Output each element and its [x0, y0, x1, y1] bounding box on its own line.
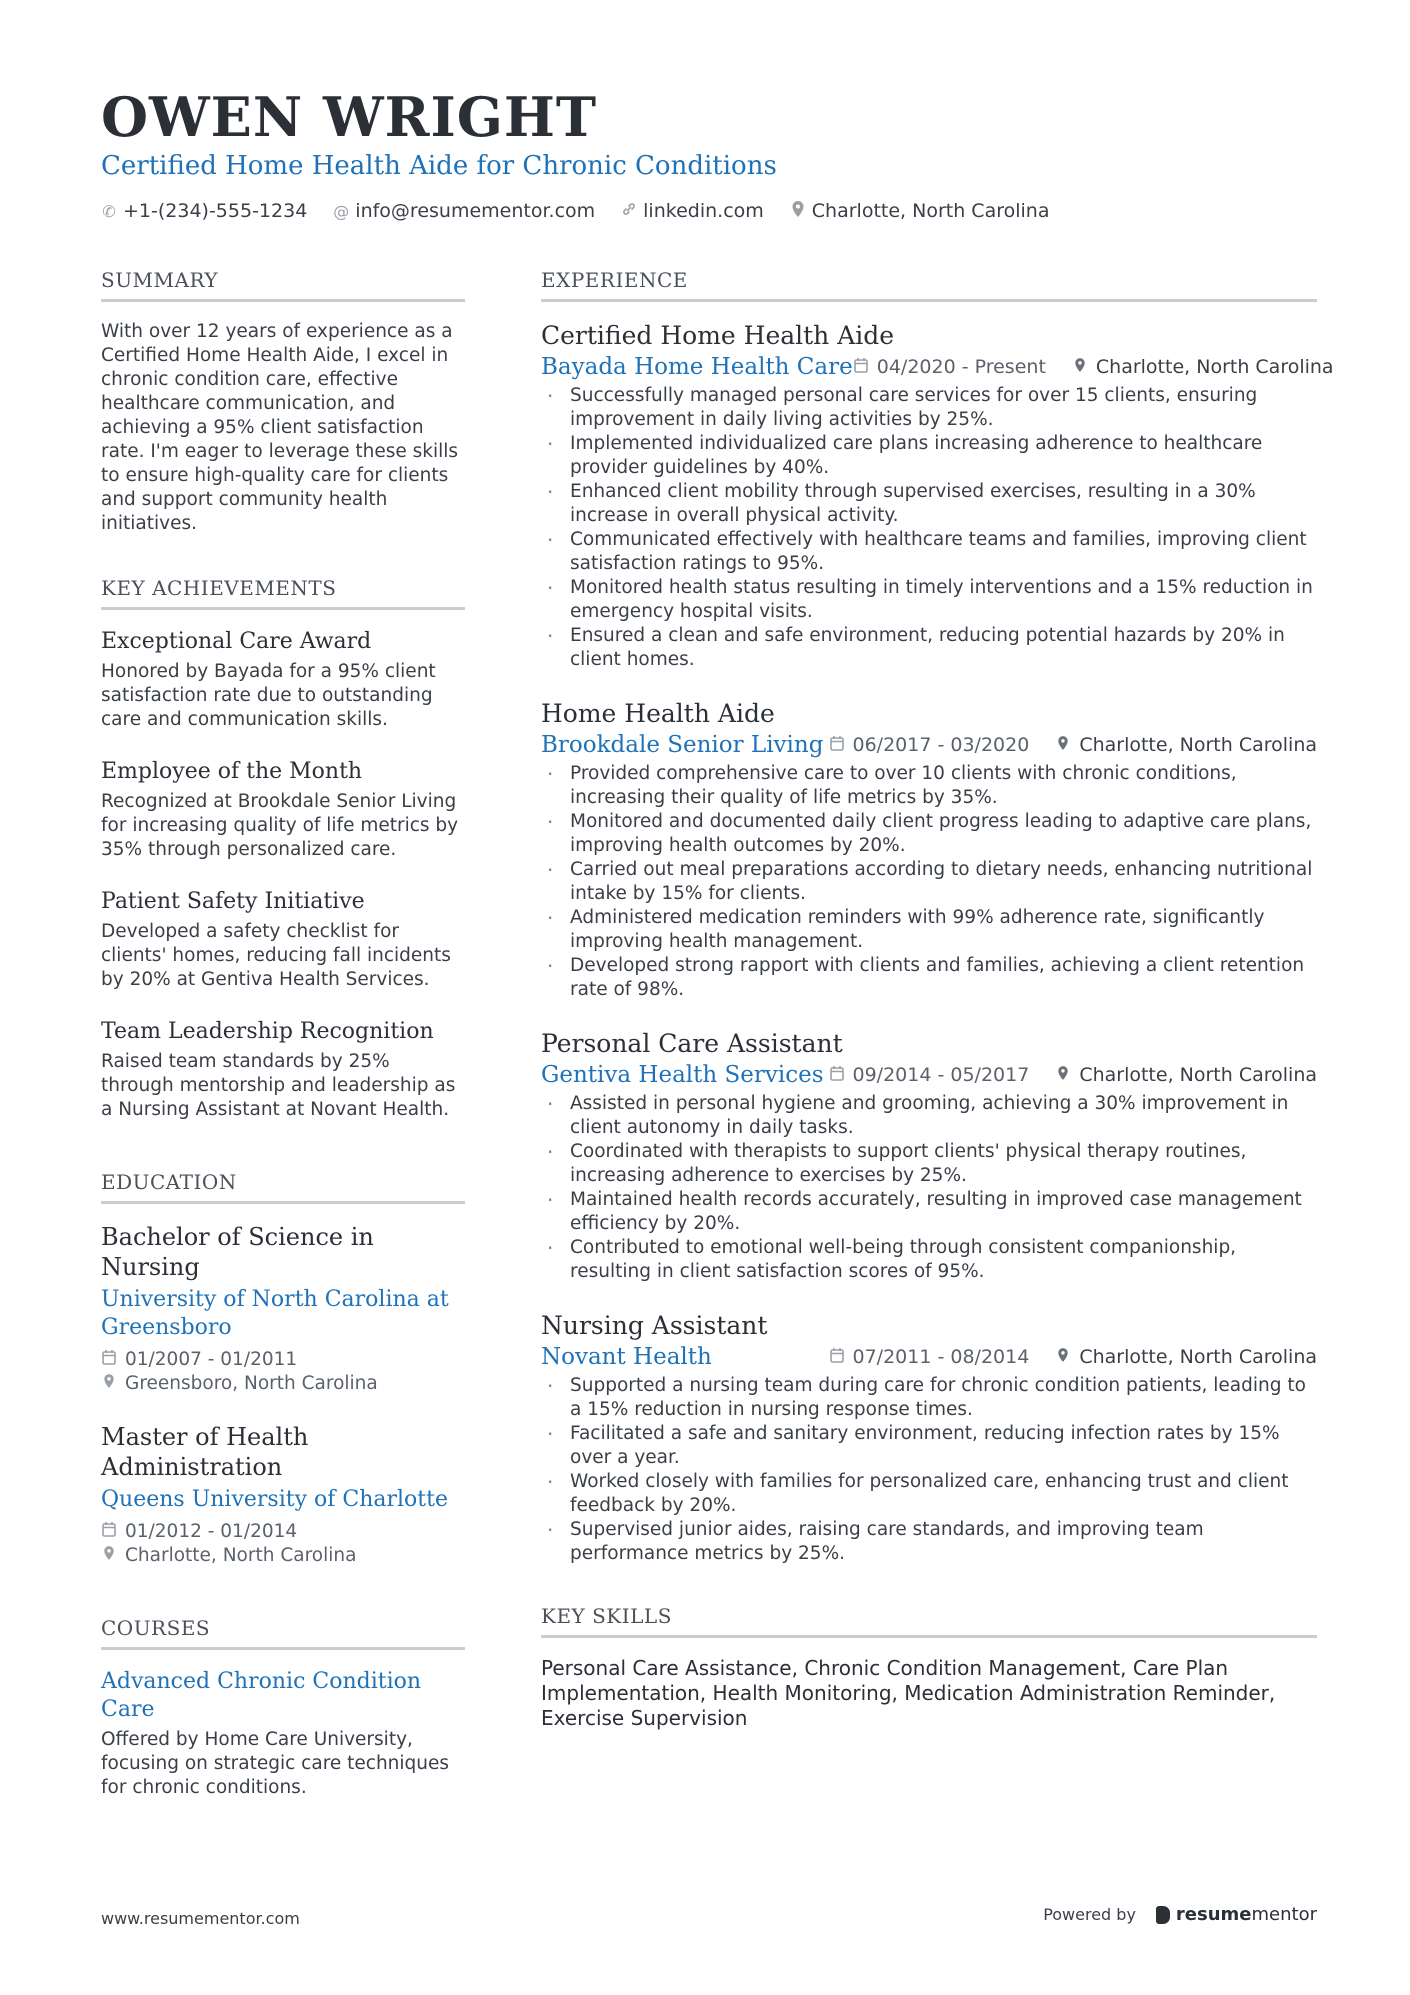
bullet-item: · Worked closely with families for personalized care, enhancing trust and client feedback by 20%.: [541, 1470, 1317, 1518]
calendar-icon: [853, 357, 869, 377]
logo-mark-icon: [1156, 1906, 1170, 1924]
job-title: Certified Home Health Aide: [541, 321, 895, 350]
bullet-item: · Communicated effectively with healthcare teams and families, improving client satisfaction ratings to 95%.: [541, 528, 1317, 576]
job-title: Nursing Assistant: [541, 1311, 768, 1340]
experience-heading: EXPERIENCE: [541, 268, 1317, 302]
bullet-item: · Assisted in personal hygiene and grooming, achieving a 30% improvement in client autonomy in daily tasks.: [541, 1092, 1317, 1140]
job-dates: [829, 1346, 1030, 1368]
achievement-desc: Raised team standards by 25% through mentorship and leadership as a Nursing Assistant at Novant Health.: [101, 1051, 456, 1120]
job-entry: [541, 698, 1317, 1002]
at-icon: @: [333, 201, 350, 221]
contact-location: [790, 200, 1050, 222]
achievement-title: Team Leadership Recognition: [101, 1019, 434, 1044]
job-dates: [829, 1064, 1030, 1086]
job-bullets: [541, 1092, 1317, 1284]
bullet-item: · Maintained health records accurately, resulting in improved case management efficiency by 20%.: [541, 1188, 1317, 1236]
skills-text: Personal Care Assistance, Chronic Condition Management, Care Plan Implementation, Health Monitoring, Medication Administration Reminder, Exercise Supervision: [541, 1656, 1276, 1730]
dates-text: 06/2017 - 03/2020: [852, 734, 1030, 756]
achievement-title: Patient Safety Initiative: [101, 889, 365, 914]
job-list: [541, 320, 1334, 1566]
right-column: [541, 268, 1334, 1731]
map-pin-icon: [1055, 1347, 1071, 1367]
job-bullets: [541, 384, 1317, 672]
phone-text: +1-(234)-555-1234: [123, 200, 308, 222]
courses-heading: COURSES: [101, 1616, 465, 1650]
summary-text: With over 12 years of experience as a Certified Home Health Aide, I excel in chronic condition care, effective healthcare communication, and achieving a 95% client satisfaction rate. I'm eager to leverage these skills to ensure high-quality care for clients and support community health initiatives.: [101, 321, 459, 534]
map-pin-icon: [790, 200, 806, 222]
bullet-item: · Ensured a clean and safe environment, reducing potential hazards by 20% in client homes.: [541, 624, 1317, 672]
bullet-item: · Supervised junior aides, raising care standards, and improving team performance metrics by 25%.: [541, 1518, 1317, 1566]
calendar-icon: [829, 735, 845, 755]
school: Queens University of Charlotte: [101, 1487, 448, 1512]
bullet-item: · Contributed to emotional well-being through consistent companionship, resulting in client satisfaction scores of 95%.: [541, 1236, 1317, 1284]
footer-branding: [1043, 1904, 1317, 1925]
achievement-desc: Honored by Bayada for a 95% client satisfaction rate due to outstanding care and communication skills.: [101, 661, 436, 730]
contact-bar: [101, 200, 1321, 222]
bullet-item: · Monitored health status resulting in timely interventions and a 15% reduction in emergency hospital visits.: [541, 576, 1317, 624]
email-text: info@resumementor.com: [355, 200, 596, 222]
school: University of North Carolina at Greensboro: [101, 1287, 449, 1340]
contact-email[interactable]: [333, 200, 595, 222]
calendar-icon: [101, 1520, 117, 1544]
contact-linkedin[interactable]: [621, 200, 764, 222]
course-title: Advanced Chronic Condition Care: [101, 1669, 422, 1722]
job-meta: [541, 1344, 1317, 1370]
summary-section: [101, 268, 465, 536]
location-text: Charlotte, North Carolina: [1079, 734, 1317, 756]
bullet-item: · Administered medication reminders with 99% adherence rate, significantly improving health management.: [541, 906, 1317, 954]
resumementor-logo[interactable]: [1156, 1904, 1317, 1925]
degree: Master of Health Administration: [101, 1423, 309, 1481]
education-item: [101, 1422, 465, 1568]
courses-section: [101, 1616, 465, 1800]
dates-text: 01/2012 - 01/2014: [125, 1521, 298, 1542]
education-location: [101, 1372, 465, 1396]
education-section: [101, 1170, 465, 1568]
education-dates: [101, 1520, 465, 1544]
bullet-item: · Implemented individualized care plans increasing adherence to healthcare provider guidelines by 40%.: [541, 432, 1317, 480]
skills-section: [541, 1604, 1317, 1731]
company-name: Gentiva Health Services: [541, 1062, 824, 1088]
experience-section: [541, 268, 1334, 1566]
job-entry: [541, 1310, 1317, 1566]
achievement-title: Exceptional Care Award: [101, 629, 372, 654]
company-name: Brookdale Senior Living: [541, 732, 824, 758]
footer-website[interactable]: www.resumementor.com: [101, 1909, 300, 1928]
map-pin-icon: [101, 1372, 117, 1396]
job-bullets: [541, 1374, 1317, 1566]
location-text: Charlotte, North Carolina: [1079, 1346, 1317, 1368]
dates-text: 04/2020 - Present: [876, 356, 1046, 378]
job-dates: [853, 356, 1046, 378]
achievement-item: [101, 888, 465, 992]
job-title: Personal Care Assistant: [541, 1029, 843, 1058]
achievements-section: [101, 576, 465, 1122]
achievement-item: [101, 1018, 465, 1122]
achievements-heading: KEY ACHIEVEMENTS: [101, 576, 465, 610]
calendar-icon: [829, 1347, 845, 1367]
education-heading: EDUCATION: [101, 1170, 465, 1204]
achievement-title: Employee of the Month: [101, 759, 363, 784]
degree: Bachelor of Science in Nursing: [101, 1223, 374, 1281]
achievement-item: [101, 628, 465, 732]
phone-icon: ✆: [102, 201, 116, 221]
link-icon: [621, 201, 637, 221]
location-text: Greensboro, North Carolina: [125, 1373, 378, 1394]
company-name: Bayada Home Health Care: [541, 354, 853, 380]
course-item: [101, 1668, 465, 1800]
job-entry: [541, 320, 1334, 672]
job-meta: [541, 1062, 1317, 1088]
achievement-desc: Developed a safety checklist for clients' homes, reducing fall incidents by 20% at Gentiva Health Services.: [101, 921, 451, 990]
job-location: [1055, 1346, 1317, 1368]
job-meta: [541, 732, 1317, 758]
contact-phone[interactable]: [101, 200, 307, 222]
resume-header: [101, 85, 1321, 222]
candidate-name: OWEN WRIGHT: [101, 85, 598, 149]
logo-bold-text: resume: [1175, 1904, 1252, 1925]
dates-text: 01/2007 - 01/2011: [125, 1349, 298, 1370]
job-location: [1055, 734, 1317, 756]
job-entry: [541, 1028, 1317, 1284]
job-dates: [829, 734, 1030, 756]
location-text: Charlotte, North Carolina: [811, 200, 1050, 222]
linkedin-text: linkedin.com: [643, 200, 764, 222]
logo-light-text: mentor: [1251, 1904, 1317, 1925]
headline: Certified Home Health Aide for Chronic Conditions: [101, 151, 777, 181]
dates-text: 07/2011 - 08/2014: [852, 1346, 1030, 1368]
calendar-icon: [101, 1348, 117, 1372]
bullet-item: · Carried out meal preparations according to dietary needs, enhancing nutritional intake by 15% for clients.: [541, 858, 1317, 906]
left-column: [101, 268, 465, 1828]
location-text: Charlotte, North Carolina: [1079, 1064, 1317, 1086]
location-text: Charlotte, North Carolina: [1095, 356, 1334, 378]
job-meta: [541, 354, 1334, 380]
map-pin-icon: [1055, 1065, 1071, 1085]
education-dates: [101, 1348, 465, 1372]
dates-text: 09/2014 - 05/2017: [852, 1064, 1030, 1086]
education-item: [101, 1222, 465, 1396]
achievement-item: [101, 758, 465, 862]
company-name: Novant Health: [541, 1344, 712, 1370]
calendar-icon: [829, 1065, 845, 1085]
powered-by-text: Powered by: [1043, 1905, 1136, 1924]
bullet-item: · Provided comprehensive care to over 10 clients with chronic conditions, increasing their quality of life metrics by 35%.: [541, 762, 1317, 810]
summary-heading: SUMMARY: [101, 268, 465, 302]
job-location: [1055, 1064, 1317, 1086]
bullet-item: · Coordinated with therapists to support clients' physical therapy routines, increasing adherence to exercises by 25%.: [541, 1140, 1317, 1188]
map-pin-icon: [101, 1544, 117, 1568]
bullet-item: · Successfully managed personal care services for over 15 clients, ensuring improvement in daily living activities by 25%.: [541, 384, 1317, 432]
job-title: Home Health Aide: [541, 699, 775, 728]
map-pin-icon: [1072, 357, 1088, 377]
job-bullets: [541, 762, 1317, 1002]
course-desc: Offered by Home Care University, focusing on strategic care techniques for chronic conditions.: [101, 1729, 450, 1798]
bullet-item: · Supported a nursing team during care for chronic condition patients, leading to a 15% reduction in nursing response times.: [541, 1374, 1317, 1422]
achievement-desc: Recognized at Brookdale Senior Living for increasing quality of life metrics by 35% through personalized care.: [101, 791, 459, 860]
bullet-item: · Monitored and documented daily client progress leading to adaptive care plans, improving health outcomes by 20%.: [541, 810, 1317, 858]
location-text: Charlotte, North Carolina: [125, 1545, 357, 1566]
skills-heading: KEY SKILLS: [541, 1604, 1317, 1638]
bullet-item: · Enhanced client mobility through supervised exercises, resulting in a 30% increase in overall physical activity.: [541, 480, 1317, 528]
job-location: [1072, 356, 1334, 378]
education-location: [101, 1544, 465, 1568]
map-pin-icon: [1055, 735, 1071, 755]
bullet-item: · Facilitated a safe and sanitary environment, reducing infection rates by 15% over a year.: [541, 1422, 1317, 1470]
bullet-item: · Developed strong rapport with clients and families, achieving a client retention rate of 98%.: [541, 954, 1317, 1002]
